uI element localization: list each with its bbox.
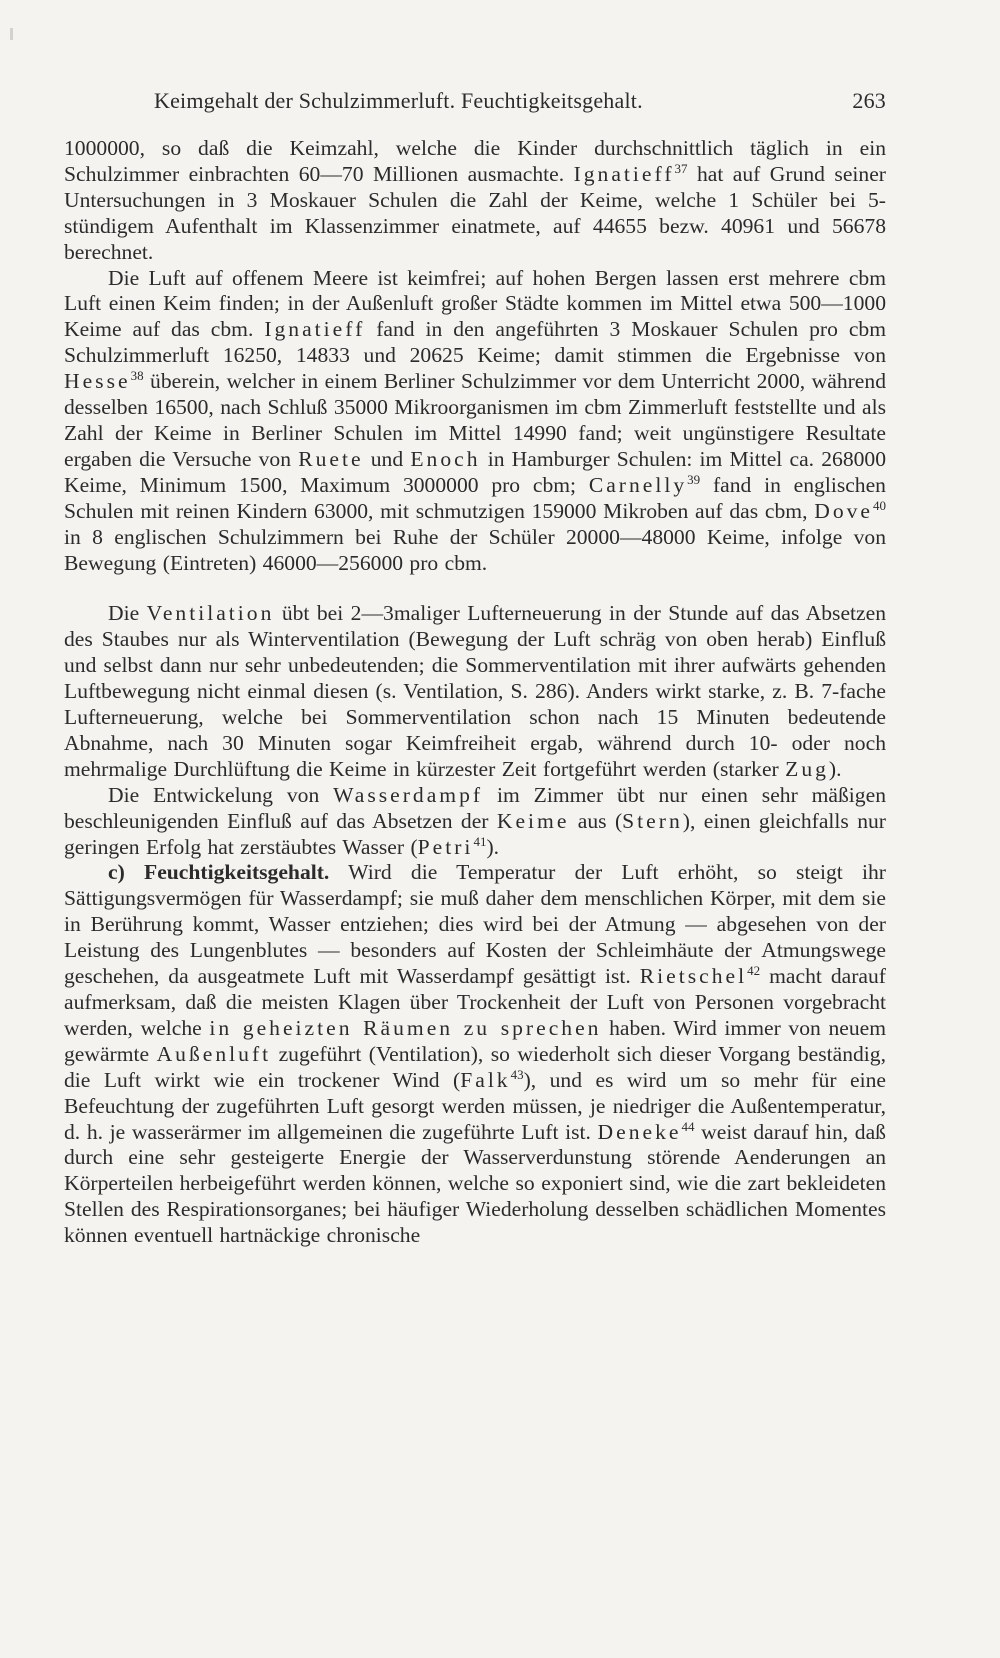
running-head bbox=[64, 82, 886, 122]
text-segment: aus ( bbox=[569, 808, 623, 833]
text-segment: Wird die Temperatur der Luft erhöht, so steigt ihr Sättigungsvermögen für Wasserdampf; sie muß daher dem menschlichen Körper, mit dem sie in Berührung kommt, Wasser entziehen; dies wird bei der Atmung — abgesehen von der Leistung des Lungenblutes — besonders auf Kosten der Schleimhäute der Atmungswege geschehen, da ausgeatmete Luft mit Wasserdampf gesättigt ist. bbox=[64, 860, 886, 989]
spaced-name: Außenluft bbox=[156, 1041, 272, 1066]
footnote-ref: 37 bbox=[674, 160, 688, 176]
running-head-title: Keimgehalt der Schulzimmerluft. Feuchtigkeitsgehalt. bbox=[154, 88, 643, 113]
text-segment: ). bbox=[486, 834, 500, 859]
footnote-ref: 40 bbox=[873, 497, 886, 513]
paragraph-p2 bbox=[64, 266, 886, 577]
text-segment: in Hamburger Schulen: im Mittel ca. 268000 Keime, Minimum 1500, Maximum 3000000 pro cbm; bbox=[64, 446, 887, 497]
footnote-ref: 41 bbox=[473, 833, 487, 849]
spaced-name: Zug bbox=[785, 756, 829, 781]
spaced-name: Falk bbox=[460, 1067, 511, 1092]
book-page bbox=[64, 82, 886, 1249]
text-segment: zugeführt (Ventilation), so wiederholt sich dieser Vorgang beständig, die Luft wirkt wie ein trockener Wind ( bbox=[64, 1041, 886, 1092]
text-segment: in 8 englischen Schulzimmern bei Ruhe der Schüler 20000—48000 Keime, infolge von Bewegung (Eintreten) 46000—256000 pro cbm. bbox=[64, 524, 886, 575]
footnote-ref: 44 bbox=[681, 1118, 695, 1134]
footnote-ref: 38 bbox=[130, 368, 144, 384]
section-heading: c) Feuchtigkeitsgehalt. bbox=[108, 860, 330, 885]
paragraph-p4 bbox=[64, 783, 886, 861]
text-segment: überein, welcher in einem Berliner Schulzimmer vor dem Unterricht 2000, während desselben 16500, nach Schluß 35000 Mikroorganismen im cbm Zimmerluft feststellte und als Zahl der Keime in Berliner Schulen im Mittel 14990 fand; weit ungünstigere Resultate ergaben die Versuche von bbox=[64, 369, 886, 471]
text-segment: hat auf Grund seiner Untersuchungen in 3 Moskauer Schulen die Zahl der Keime, welche 1 Schüler bei 5-stündigem Aufenthalt im Klassenzimmer einatmete, auf 44655 bezw. 40961 und 56678 berechnet. bbox=[64, 161, 886, 264]
spaced-name: Hesse bbox=[64, 369, 131, 394]
spaced-name: Ignatieff bbox=[264, 317, 366, 342]
spaced-name: Enoch bbox=[410, 446, 481, 471]
spaced-name: Wasserdampf bbox=[333, 782, 484, 807]
text-segment: weist darauf hin, daß durch eine sehr gesteigerte Energie der Wasserverdunstung störende Aenderungen an Körperteilen herbeigeführt werden können, welche so exponiert sind, wie die zart bekleideten Stellen des Respirationsorganes; bei häufiger Wiederholung desselben schädlichen Momentes können eventuell hartnäckige chronische bbox=[64, 1119, 886, 1248]
paragraph-gap bbox=[64, 576, 886, 601]
text-segment: und bbox=[363, 446, 411, 471]
footnote-ref: 42 bbox=[747, 963, 761, 979]
text-segment: macht darauf aufmerksam, daß die meisten Klagen über Trockenheit der Luft von Personen vorgebracht werden, welche bbox=[64, 964, 887, 1040]
footnote-ref: 39 bbox=[687, 471, 701, 487]
text-segment: haben. Wird immer von neuem gewärmte bbox=[64, 1015, 887, 1066]
text-segment: ), einen gleichfalls nur geringen Erfolg hat zerstäubtes Wasser ( bbox=[64, 808, 886, 859]
text-segment: Die bbox=[108, 601, 147, 626]
spaced-name: Dove bbox=[814, 498, 873, 523]
paragraph-p3 bbox=[64, 601, 886, 782]
text-segment: übt bei 2—3maliger Lufterneuerung in der Stunde auf das Absetzen des Staubes nur als Winterventilation (Bewegung der Luft schräg von oben herab) Einfluß und selbst dann nur sehr unbedeutenden; die Sommerventilation mit ihrer aufwärts gehenden Luftbewegung nicht einmal diesen (s. Ventilation, S. 286). Anders wirkt starke, z. B. 7-fache Lufterneuerung, welche bei Sommerventilation schon nach 15 Minuten bedeutende Abnahme, nach 30 Minuten sogar Keimfreiheit ergab, während durch 10- oder noch mehrmalige Durchlüftung die Keime in kürzester Zeit fortgeführt werden (starker bbox=[64, 601, 887, 781]
text-segment: ). bbox=[828, 756, 842, 781]
spaced-name: Rietschel bbox=[639, 964, 748, 989]
text-segment: im Zimmer übt nur einen sehr mäßigen beschleunigenden Einfluß auf das Absetzen der bbox=[64, 782, 886, 833]
spaced-name: Deneke bbox=[597, 1119, 682, 1144]
footnote-ref: 43 bbox=[510, 1066, 524, 1082]
page-number: 263 bbox=[852, 88, 886, 113]
text-segment: fand in den angeführten 3 Moskauer Schulen pro cbm Schulzimmerluft 16250, 14833 und 20625 Keime; damit stimmen die Ergebnisse von bbox=[64, 317, 886, 368]
spaced-name: Stern bbox=[622, 808, 683, 833]
body-text bbox=[64, 136, 886, 1249]
text-segment: Die Entwickelung von bbox=[108, 782, 334, 807]
scan-artifact bbox=[10, 28, 13, 40]
spaced-name: Ruete bbox=[298, 446, 364, 471]
text-segment: fand in englischen Schulen mit reinen Kindern 63000, mit schmutzigen 159000 Mikroben auf das cbm, bbox=[64, 472, 886, 523]
paragraph-p5 bbox=[64, 860, 886, 1249]
text-segment: ), und es wird um so mehr für eine Befeuchtung der zugeführten Luft gesorgt werden müssen, je niedriger die Außentemperatur, d. h. je wasserärmer im allgemeinen die zugeführte Luft ist. bbox=[64, 1067, 886, 1144]
text-segment: 1000000, so daß die Keimzahl, welche die Kinder durchschnittlich täglich in ein Schulzimmer einbrachten 60—70 Millionen ausmachte. bbox=[64, 136, 886, 186]
spaced-name: Ignatieff bbox=[573, 161, 675, 186]
paragraph-p1 bbox=[64, 136, 886, 266]
spaced-name: Ventilation bbox=[146, 601, 275, 626]
spaced-name: Keime bbox=[496, 808, 570, 833]
spaced-name: Carnelly bbox=[588, 472, 688, 497]
spaced-name: in geheizten Räumen zu sprechen bbox=[209, 1015, 602, 1040]
text-segment: Die Luft auf offenem Meere ist keimfrei; auf hohen Bergen lassen erst mehrere cbm Luft einen Keim finden; in der Außenluft großer Städte kommen im Mittel etwa 500—1000 Keime auf das cbm. bbox=[64, 265, 886, 342]
spaced-name: Petri bbox=[417, 834, 474, 859]
